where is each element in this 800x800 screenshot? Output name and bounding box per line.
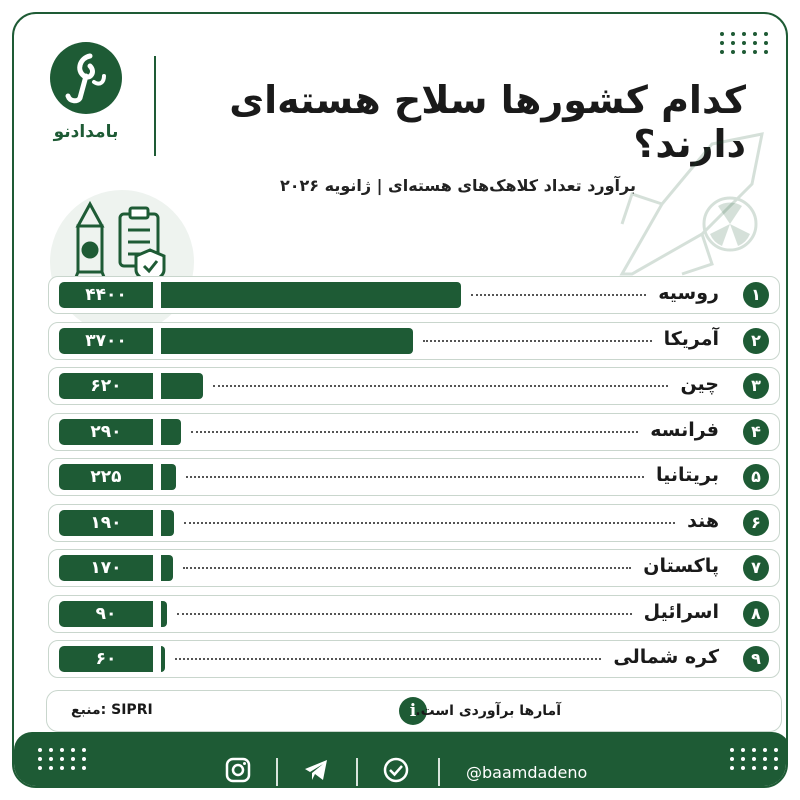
- category-label: آمریکا: [663, 327, 719, 350]
- bar-value-label: ۱۷۰: [59, 555, 153, 581]
- telegram-icon[interactable]: [302, 756, 330, 784]
- instagram-icon[interactable]: [224, 756, 252, 784]
- chart-row: [48, 276, 780, 314]
- category-label: چین: [680, 373, 719, 395]
- bar: [161, 555, 173, 581]
- rank-badge: ۱: [743, 282, 769, 308]
- leader-dots: [423, 340, 652, 342]
- footer-separator: [276, 758, 278, 786]
- logo-mark-icon: [50, 42, 122, 114]
- rank-badge: ۲: [743, 328, 769, 354]
- category-label: کره شمالی: [613, 646, 719, 668]
- rank-badge: ۸: [743, 601, 769, 627]
- rank-badge: ۳: [743, 373, 769, 399]
- footer-separator: [356, 758, 358, 786]
- info-icon: i: [399, 697, 427, 725]
- category-label: هند: [687, 509, 719, 532]
- footer-separator: [438, 758, 440, 786]
- bar: [161, 419, 181, 445]
- bar-value-label: ۴۴۰۰: [59, 282, 153, 308]
- decor-dots-footer-left: [38, 748, 88, 770]
- social-handle[interactable]: @baamdadeno: [466, 763, 588, 782]
- leader-dots: [175, 658, 601, 660]
- logo-text: بامدادنو: [53, 122, 119, 142]
- chart-row: [48, 640, 780, 678]
- rank-badge: ۶: [743, 510, 769, 536]
- category-label: پاکستان: [643, 555, 719, 577]
- category-label: بریتانیا: [655, 464, 719, 486]
- brand-logo: [44, 42, 128, 142]
- leader-dots: [184, 522, 675, 524]
- page-subtitle: برآورد تعداد کلاهک‌های هسته‌ای | ژانویه ۲۰۲۶: [279, 176, 636, 195]
- bar: [161, 510, 174, 536]
- bar: [161, 601, 167, 627]
- bar-value-label: ۳۷۰۰: [59, 328, 153, 354]
- source-box: [46, 690, 782, 732]
- chart-row: [48, 549, 780, 587]
- bar: [161, 464, 176, 490]
- rank-badge: ۷: [743, 555, 769, 581]
- leader-dots: [186, 476, 644, 478]
- decor-dots-footer-right: [730, 748, 780, 770]
- leader-dots: [177, 613, 632, 615]
- page-title: کدام کشورها سلاح هسته‌ای دارند؟: [229, 78, 746, 166]
- category-label: اسرائیل: [643, 600, 719, 623]
- infographic-card: [12, 12, 788, 788]
- bar-value-label: ۱۹۰: [59, 510, 153, 536]
- bar: [161, 328, 413, 354]
- bar: [161, 373, 203, 399]
- bar-value-label: ۲۹۰: [59, 419, 153, 445]
- bar-value-label: ۶۰: [59, 646, 153, 672]
- checklist-shield-icon: [120, 208, 164, 282]
- leader-dots: [191, 431, 638, 433]
- chart-row: [48, 504, 780, 542]
- bar: [161, 282, 461, 308]
- leader-dots: [183, 567, 631, 569]
- chart-row: [48, 322, 780, 360]
- verified-check-icon[interactable]: [382, 756, 410, 784]
- decor-dots-top-right: [720, 32, 770, 54]
- chart-row: [48, 413, 780, 451]
- rank-badge: ۴: [743, 419, 769, 445]
- category-label: روسیه: [658, 282, 719, 304]
- bar-value-label: ۶۲۰: [59, 373, 153, 399]
- rank-badge: ۵: [743, 464, 769, 490]
- warhead-icon: [74, 204, 106, 282]
- bar-value-label: ۹۰: [59, 601, 153, 627]
- chart-row: [48, 458, 780, 496]
- source-label: منبع: SIPRI: [71, 702, 153, 718]
- source-note: آمارها برآوردی است.: [415, 703, 561, 719]
- leader-dots: [471, 294, 646, 296]
- chart-row: [48, 367, 780, 405]
- chart-row: [48, 595, 780, 633]
- bar-value-label: ۲۲۵: [59, 464, 153, 490]
- category-label: فرانسه: [650, 418, 719, 441]
- missile-illustration: [602, 124, 782, 284]
- bar: [161, 646, 165, 672]
- rank-badge: ۹: [743, 646, 769, 672]
- leader-dots: [213, 385, 668, 387]
